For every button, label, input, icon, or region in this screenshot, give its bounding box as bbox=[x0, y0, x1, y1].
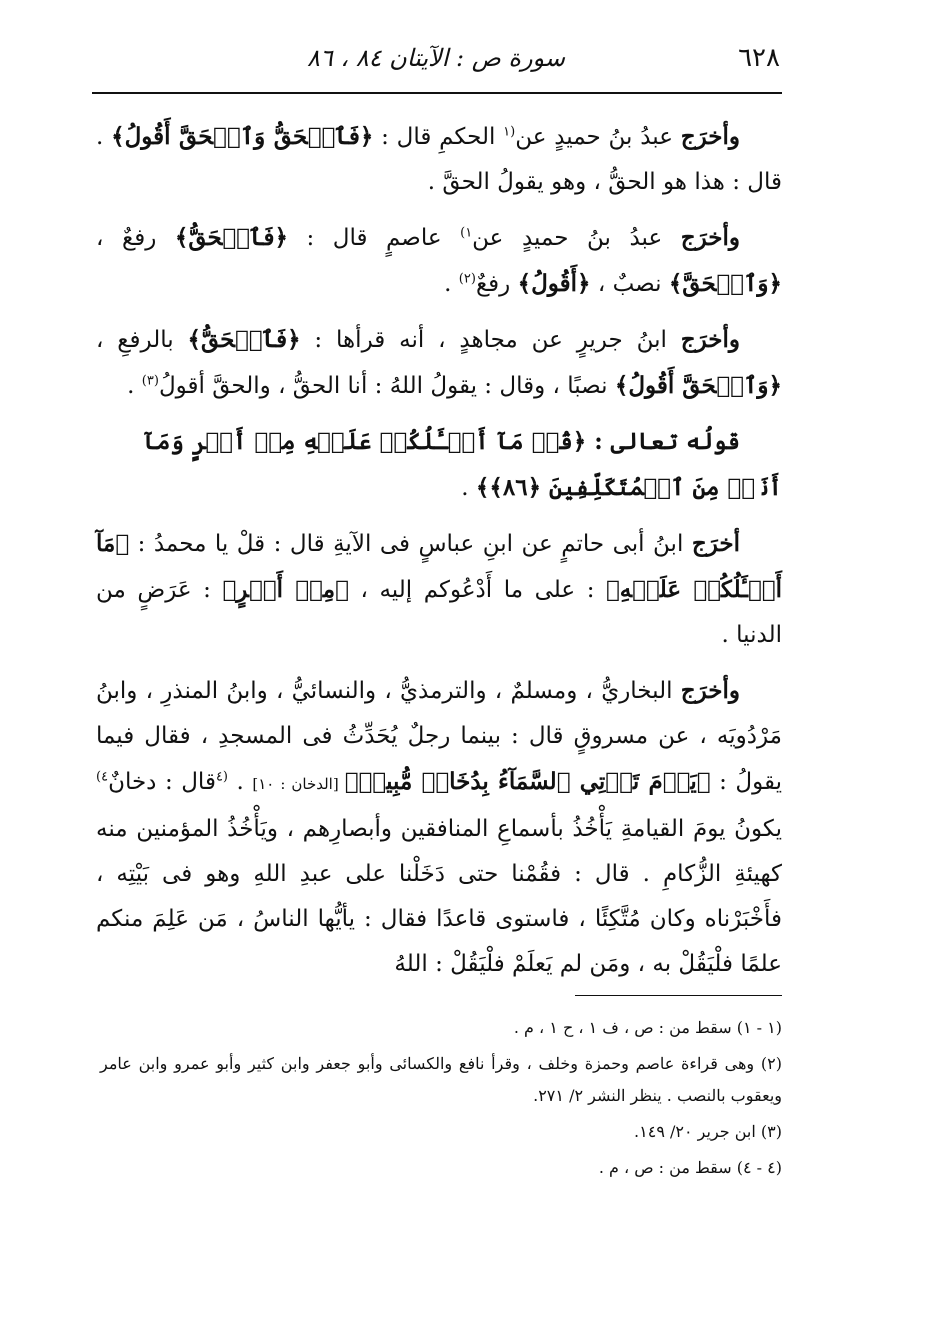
text: . bbox=[127, 373, 142, 399]
text: البخاريُّ ، ومسلمٌ ، والترمذيُّ ، والنسائيُّ ، وابنُ المنذرِ ، وابنُ مَرْدُويَه ، عن مسروقٍ قال : بينما رجلٌ يُحَدِّثُ فى المسجدِ ، فقال فيما يقولُ : bbox=[96, 678, 783, 795]
quran-verse: ﴿مِنۡ أَجۡرٍ﴾ bbox=[222, 576, 349, 603]
header-rule bbox=[92, 92, 782, 94]
text: عبدُ بنُ حميدٍ عن bbox=[472, 225, 681, 251]
lead-word: وأخرَج bbox=[680, 677, 740, 704]
quran-verse: ﴿مَآ أَسۡـَٔلُكُمۡ عَلَيۡهِ﴾ bbox=[96, 530, 782, 603]
footnote-ref: ٤) bbox=[96, 769, 109, 785]
text: يكونُ يومَ القيامةِ يَأْخُذُ بأسماعِ المنافقين وأبصارِهم ، ويَأْخُذُ المؤمنين منه كهيئةِ الزُّكامِ . قال : فقُمْنا حتى دَخَلْنا على عبدِ اللهِ وهو فى بَيْتِه ، فأَخْبَرْناه وكان مُتَّكِئًا ، فاستوى قاعدًا فقال : يأيُّها الناسُ ، مَن عَلِمَ منكم علمًا فلْيَقُلْ به ، ومَن لم يَعلَمْ فلْيَقُلْ : اللهُ bbox=[96, 816, 782, 977]
quran-verse: ﴿قُلۡ مَآ أَسۡـَٔلُكُمۡ عَلَيۡهِ مِنۡ أَجۡرٍ وَمَآ أَنَا۠ مِنَ ٱلۡمُتَكَلِّفِينَ ﴿٨٦﴾﴾ bbox=[143, 428, 782, 501]
quran-reference: [الدخان : ١٠] bbox=[252, 775, 345, 793]
footnote-ref: ١) bbox=[460, 225, 473, 241]
text: . bbox=[444, 271, 459, 297]
heading-lead: قولُه تعالى : bbox=[594, 428, 740, 455]
page-header bbox=[92, 36, 780, 84]
text: : عَرَضٍ من الدنيا . bbox=[96, 577, 782, 648]
text: نصبًا ، وقال : يقولُ اللهُ : أنا الحقُّ ، والحقَّ أقولُ bbox=[158, 373, 615, 399]
paragraph-3 bbox=[96, 317, 782, 409]
body-text bbox=[96, 114, 782, 997]
text: . قال : هذا هو الحقُّ ، وهو يقولُ الحقَّ . bbox=[96, 124, 782, 195]
footnote-rule bbox=[575, 995, 782, 996]
quran-verse: ﴿وَٱلۡحَقَّ أَقُولُ﴾ bbox=[614, 372, 782, 399]
footnote-ref: (٢) bbox=[458, 271, 476, 287]
footnote: (٣) ابن جرير ٢٠/ ١٤٩. bbox=[634, 1122, 782, 1141]
paragraph-5 bbox=[96, 668, 782, 987]
running-title: سورة ص : الآيتان ٨٤ ، ٨٦ bbox=[306, 44, 566, 72]
footnote-ref: (٤ bbox=[215, 769, 228, 785]
quran-verse: ﴿أَقُولُ﴾ bbox=[517, 270, 591, 297]
text: بالرفعِ ، bbox=[96, 327, 188, 353]
quran-verse: ﴿فَٱلۡحَقُّ﴾ bbox=[187, 326, 301, 353]
paragraph-2 bbox=[96, 215, 782, 307]
paragraph-4 bbox=[96, 521, 782, 658]
text: الحكمِ قال : bbox=[373, 124, 504, 150]
lead-word: وأخرَج bbox=[680, 123, 740, 150]
text: قال : دخانٌ bbox=[108, 769, 216, 795]
section-heading bbox=[96, 419, 782, 511]
footnotes bbox=[100, 1012, 782, 1188]
footnote: (٢) وهى قراءة عاصم وحمزة وخلف ، وقرأ نافع والكسائى وأبو جعفر وابن كثير وأبو عمرو وابن عامر ويعقوب بالنصب . ينظر النشر ٢/ ٢٧١. bbox=[100, 1054, 783, 1105]
text: رفعٌ ، bbox=[96, 225, 175, 251]
quran-verse: ﴿وَٱلۡحَقَّ﴾ bbox=[668, 270, 782, 297]
text: نصبٌ ، bbox=[590, 271, 669, 297]
quran-verse: ﴿فَٱلۡحَقُّ﴾ bbox=[174, 224, 288, 251]
page-number: ٦٢٨ bbox=[738, 43, 780, 73]
text: ابنُ جريرٍ عن مجاهدٍ ، أنه قرأها : bbox=[300, 327, 681, 353]
text: ابنُ أبى حاتمٍ عن ابنِ عباسٍ فى الآيةِ قال : قلْ يا محمدُ : bbox=[129, 531, 692, 557]
text: : على ما أَدْعُوكم إليه ، bbox=[348, 577, 606, 603]
footnote: (١ - ١) سقط من : ص ، ف ١ ، ح ١ ، م . bbox=[513, 1018, 782, 1037]
lead-word: وأخرَج bbox=[680, 326, 741, 353]
paragraph-1 bbox=[96, 114, 782, 205]
quran-verse: ﴿يَوۡمَ تَأۡتِي ٱلسَّمَآءُ بِدُخَانٖ مُّبِينٖ﴾ bbox=[344, 768, 711, 795]
footnote: (٤ - ٤) سقط من : ص ، م . bbox=[598, 1158, 782, 1177]
text: . bbox=[461, 475, 476, 501]
lead-word: أخرَج bbox=[691, 530, 740, 557]
footnote-ref: (١ bbox=[503, 124, 516, 140]
quran-verse: ﴿فَٱلۡحَقُّ وَٱلۡحَقَّ أَقُولُ﴾ bbox=[111, 123, 374, 150]
text: . bbox=[228, 769, 253, 795]
text: رفعٌ bbox=[475, 271, 518, 297]
footnote-ref: (٣) bbox=[141, 373, 159, 389]
text: عبدُ بنُ حميدٍ عن bbox=[515, 124, 681, 150]
text: عاصمٍ قال : bbox=[287, 225, 461, 251]
lead-word: وأخرَج bbox=[680, 224, 741, 251]
